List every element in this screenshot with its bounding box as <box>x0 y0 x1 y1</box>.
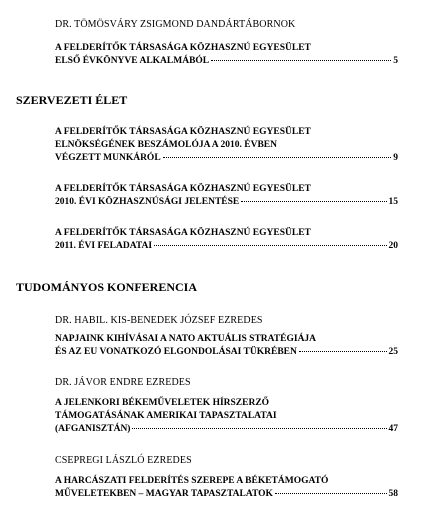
toc-entry-nato[interactable] <box>55 333 398 359</box>
page-number: 15 <box>388 197 398 207</box>
entry-title-line: NAPJAINK KIHÍVÁSAI A NATO AKTUÁLIS STRATÉGIÁJA <box>55 334 317 344</box>
dot-leader <box>132 427 386 429</box>
page-number: 47 <box>388 424 398 434</box>
section-title-szervezeti-elet: SZERVEZETI ÉLET <box>16 93 128 107</box>
entry-title-line: A HARCÁSZATI FELDERÍTÉS SZEREPE A BÉKETÁMOGATÓ <box>55 476 329 486</box>
toc-entry-afganisztan[interactable] <box>55 397 398 436</box>
toc-entry-intro[interactable] <box>55 42 398 68</box>
entry-title-line: TÁMOGATÁSÁNAK AMERIKAI TAPASZTALATAI <box>55 411 277 421</box>
author-kis-benedek: DR. HABIL. KIS-BENEDEK JÓZSEF EZREDES <box>55 315 263 326</box>
page-number: 58 <box>388 489 398 499</box>
toc-entry-magyar-tapasztalatok[interactable] <box>55 475 398 501</box>
dot-leader <box>241 200 386 202</box>
page-number: 5 <box>393 56 398 66</box>
entry-title-line: 2011. ÉVI FELADATAI <box>55 241 153 251</box>
dot-leader <box>275 492 387 494</box>
page-number: 25 <box>388 347 398 357</box>
author-csepregi: CSEPREGI LÁSZLÓ EZREDES <box>55 455 192 466</box>
dot-leader <box>299 350 387 352</box>
entry-title-line: A FELDERÍTŐK TÁRSASÁGA KÖZHASZNÚ EGYESÜLET <box>55 127 311 137</box>
toc-entry-feladatai[interactable] <box>55 227 398 253</box>
dot-leader <box>211 59 391 61</box>
entry-title-line: ÉS AZ EU VONATKOZÓ ELGONDOLÁSAI TÜKRÉBEN <box>55 347 297 357</box>
entry-title-line: A FELDERÍTŐK TÁRSASÁGA KÖZHASZNÚ EGYESÜLET <box>55 184 311 194</box>
entry-title-line: ELSŐ ÉVKÖNYVE ALKALMÁBÓL <box>55 56 210 66</box>
entry-title-line: MŰVELETEKBEN – MAGYAR TAPASZTALATOK <box>55 489 273 499</box>
entry-title-line: ELNÖKSÉGÉNEK BESZÁMOLÓJA A 2010. ÉVBEN <box>55 140 277 150</box>
author-javor: DR. JÁVOR ENDRE EZREDES <box>55 377 191 388</box>
intro-author: DR. TÖMÖSVÁRY ZSIGMOND DANDÁRTÁBORNOK <box>55 19 296 30</box>
dot-leader <box>163 156 392 158</box>
entry-title-line: A FELDERÍTŐK TÁRSASÁGA KÖZHASZNÚ EGYESÜLET <box>55 43 311 53</box>
page-number: 20 <box>388 241 398 251</box>
entry-title-line: A JELENKORI BÉKEMŰVELETEK HÍRSZERZŐ <box>55 398 270 408</box>
entry-title-line: VÉGZETT MUNKÁRÓL <box>55 153 161 163</box>
entry-title-line: 2010. ÉVI KÖZHASZNÚSÁGI JELENTÉSE <box>55 197 240 207</box>
toc-entry-kozhasznusagi[interactable] <box>55 183 398 209</box>
dot-leader <box>154 244 386 246</box>
page-number: 9 <box>393 153 398 163</box>
section-title-tudomanyos-konferencia: TUDOMÁNYOS KONFERENCIA <box>16 280 198 294</box>
entry-title-line: A FELDERÍTŐK TÁRSASÁGA KÖZHASZNÚ EGYESÜLET <box>55 228 311 238</box>
entry-title-line: (AFGANISZTÁN) <box>55 424 131 434</box>
toc-entry-beszamolo[interactable] <box>55 126 398 165</box>
